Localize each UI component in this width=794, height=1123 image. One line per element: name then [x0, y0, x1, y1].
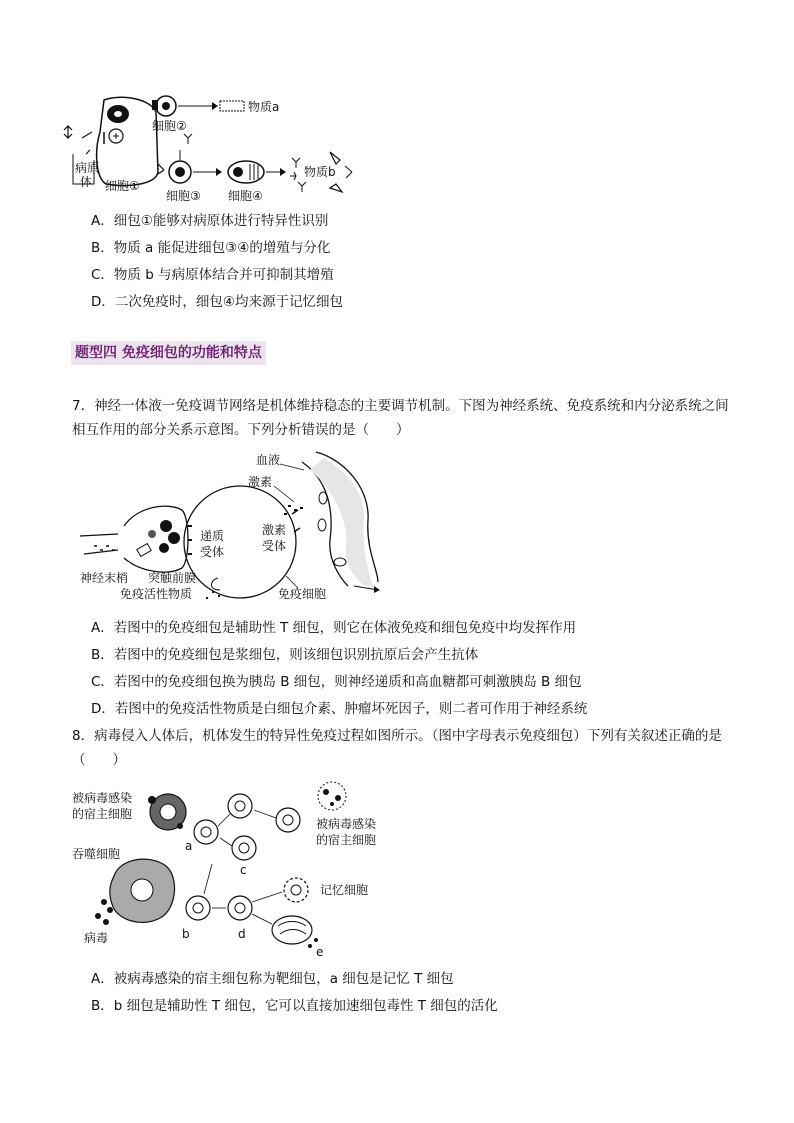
label-virus: 病毒: [84, 931, 109, 945]
label-transmitter-receptor-1: 递质: [200, 529, 225, 543]
q8-option-b[interactable]: B．b 细包是辅助性 T 细包，它可以直接加速细包毒性 T 细包的活化: [91, 998, 498, 1014]
label-transmitter-receptor-2: 受体: [200, 545, 225, 559]
label-pathogen-2: 体: [80, 175, 93, 189]
label-substance-a: 物质a: [248, 100, 280, 114]
figure-virus-immunity: [70, 780, 390, 960]
label-a: a: [185, 839, 193, 853]
label-immune-active: 免疫活性物质: [120, 587, 193, 601]
cell-a: [194, 820, 218, 844]
q6-option-a[interactable]: A．细包①能够对病原体进行特异性识别: [91, 213, 329, 229]
q7-option-c[interactable]: C．若图中的免疫细包换为胰岛 B 细包，则神经递质和高血糖都可刺激胰岛 B 细包: [91, 674, 582, 690]
antibody-icon: [292, 158, 300, 168]
label-hormone-receptor-2: 受体: [262, 539, 287, 553]
label-nerve-ending: 神经末梢: [80, 571, 129, 585]
figure-immune-cells-1: [60, 92, 360, 202]
label-cell-4: 细胞④: [228, 189, 263, 202]
label-memory-cell: 记忆细胞: [320, 883, 369, 897]
memory-cell: [284, 878, 308, 902]
substance-a-box: [220, 101, 244, 111]
label-substance-b: 物质b: [304, 165, 336, 179]
label-c: c: [240, 863, 247, 877]
q6-option-c[interactable]: C．物质 b 与病原体结合并可抑制其增殖: [91, 267, 334, 283]
q6-option-d[interactable]: D．二次免疫时，细包④均来源于记忆细包: [91, 294, 343, 310]
label-d: d: [238, 927, 246, 941]
label-infected-host-2b: 的宿主细胞: [316, 833, 377, 847]
section-heading: 题型四 免疫细包的功能和特点: [71, 341, 266, 365]
q7-option-a[interactable]: A．若图中的免疫细包是辅助性 T 细包，则它在体液免疫和细包免疫中均发挥作用: [91, 620, 577, 636]
label-hormone: 激素: [248, 475, 273, 489]
label-pathogen-1: 病原: [75, 161, 100, 175]
q8-option-a[interactable]: A．被病毒感染的宿主细包称为靶细包，a 细包是记忆 T 细包: [91, 971, 454, 987]
label-hormone-receptor-1: 激素: [262, 523, 287, 537]
q7-stem: 7．神经一体液一免疫调节网络是机体维持稳态的主要调节机制。下图为神经系统、免疫系统和内分泌系统之间相互作用的部分关系示意图。下列分析错误的是（ ）: [72, 398, 729, 438]
label-b: b: [182, 927, 190, 941]
label-infected-host-2a: 被病毒感染: [316, 817, 377, 831]
pathogen-icon: [330, 152, 340, 164]
q6-option-b[interactable]: B．物质 a 能促进细包③④的增殖与分化: [91, 240, 331, 256]
label-infected-host-1b: 的宿主细胞: [72, 807, 133, 821]
cell-d: [228, 896, 252, 920]
label-blood: 血液: [256, 453, 281, 467]
q7-option-d[interactable]: D．若图中的免疫活性物质是白细包介素、肿瘤坏死因子，则二者可作用于神经系统: [91, 701, 588, 717]
q7-option-b[interactable]: B．若图中的免疫细包是浆细包，则该细包识别抗原后会产生抗体: [91, 647, 479, 663]
cell-c: [232, 836, 256, 860]
label-cell-2: 细胞②: [152, 119, 187, 133]
label-e: e: [316, 945, 324, 959]
label-immune-cell: 免疫细胞: [278, 587, 327, 601]
cell-b: [186, 896, 210, 920]
q8-stem: 8．病毒侵入人体后，机体发生的特异性免疫过程如图所示。（图中字母表示免疫细包）下列有关叙述正确的是（ ）: [72, 728, 722, 768]
label-presynaptic: 突触前膜: [148, 571, 197, 585]
label-cell-3: 细胞③: [166, 189, 201, 202]
figure-neuro-immune: [78, 450, 388, 610]
label-cell-1: 细胞①: [105, 179, 140, 193]
label-infected-host-1a: 被病毒感染: [72, 791, 133, 805]
label-phagocyte: 吞噬细胞: [72, 847, 121, 861]
